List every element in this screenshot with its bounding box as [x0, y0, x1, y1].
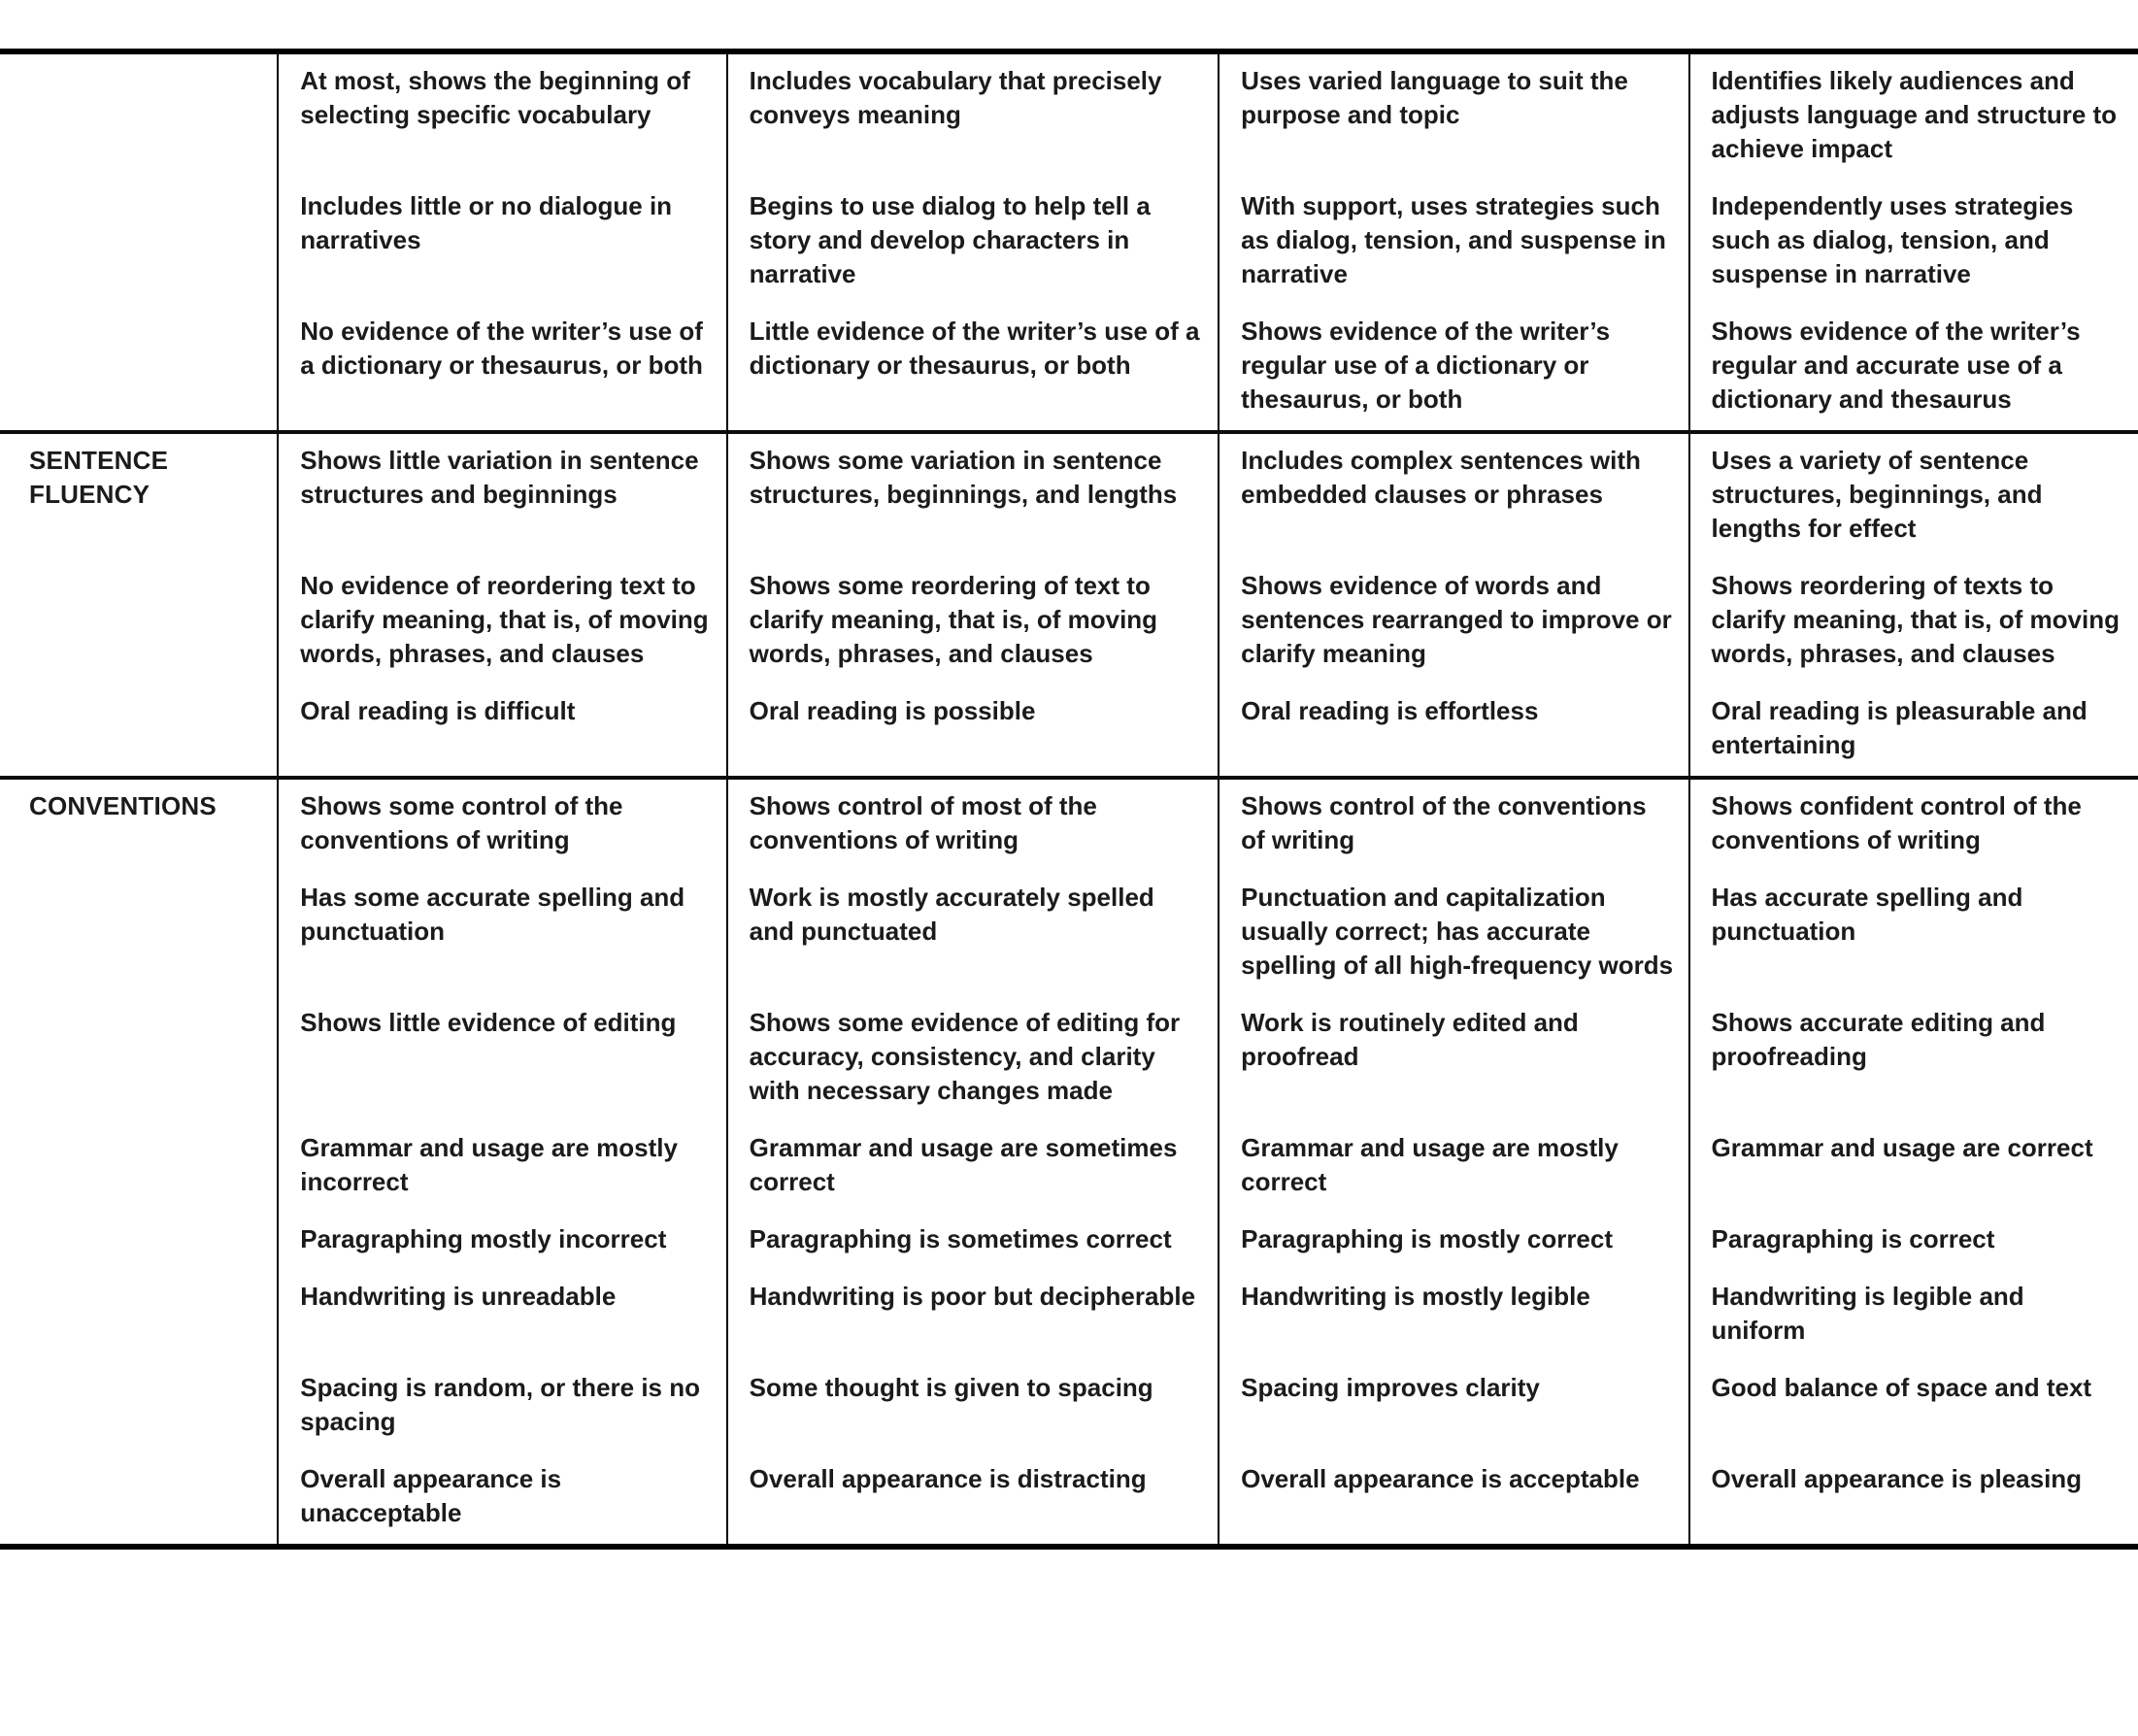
- rubric-cell: Shows little evidence of editing: [278, 996, 726, 1121]
- rubric-cell: Shows control of the conventions of writing: [1219, 778, 1688, 871]
- rubric-cell: Handwriting is legible and uniform: [1689, 1270, 2138, 1361]
- category-label: CONVENTIONS: [0, 778, 278, 1544]
- rubric-cell: Little evidence of the writer’s use of a dictionary or thesaurus, or both: [727, 305, 1219, 432]
- bottom-rule: [0, 1544, 2138, 1550]
- rubric-subrow: [0, 432, 2138, 559]
- rubric-cell: Handwriting is mostly legible: [1219, 1270, 1688, 1361]
- rubric-cell: Uses a variety of sentence structures, beginnings, and lengths for effect: [1689, 432, 2138, 559]
- rubric-cell: Shows some evidence of editing for accuracy, consistency, and clarity with necessary changes made: [727, 996, 1219, 1121]
- rubric-cell: Shows evidence of the writer’s regular and accurate use of a dictionary and thesaurus: [1689, 305, 2138, 432]
- rubric-subrow: [0, 1213, 2138, 1270]
- rubric-cell: Spacing is random, or there is no spacing: [278, 1361, 726, 1452]
- category-label: SENTENCE FLUENCY: [0, 432, 278, 778]
- rubric-subrow: [0, 180, 2138, 305]
- rubric-cell: Identifies likely audiences and adjusts language and structure to achieve impact: [1689, 54, 2138, 180]
- rubric-cell: Shows some control of the conventions of writing: [278, 778, 726, 871]
- rubric-subrow: [0, 1452, 2138, 1544]
- rubric-subrow: [0, 305, 2138, 432]
- rubric-cell: No evidence of the writer’s use of a dictionary or thesaurus, or both: [278, 305, 726, 432]
- rubric-cell: Paragraphing is sometimes correct: [727, 1213, 1219, 1270]
- rubric-subrow: [0, 1121, 2138, 1213]
- rubric-cell: Shows control of most of the conventions of writing: [727, 778, 1219, 871]
- rubric-cell: Shows evidence of the writer’s regular use of a dictionary or thesaurus, or both: [1219, 305, 1688, 432]
- rubric-subrow: [0, 54, 2138, 180]
- rubric-cell: Some thought is given to spacing: [727, 1361, 1219, 1452]
- rubric-cell: Shows reordering of texts to clarify meaning, that is, of moving words, phrases, and clauses: [1689, 559, 2138, 684]
- rubric-cell: Oral reading is effortless: [1219, 684, 1688, 778]
- rubric-cell: Overall appearance is acceptable: [1219, 1452, 1688, 1544]
- rubric-subrow: [0, 559, 2138, 684]
- rubric-cell: Shows accurate editing and proofreading: [1689, 996, 2138, 1121]
- rubric-cell: Work is mostly accurately spelled and punctuated: [727, 871, 1219, 996]
- rubric-cell: Handwriting is unreadable: [278, 1270, 726, 1361]
- rubric-cell: Shows evidence of words and sentences rearranged to improve or clarify meaning: [1219, 559, 1688, 684]
- rubric-cell: Includes little or no dialogue in narratives: [278, 180, 726, 305]
- rubric-cell: Overall appearance is unacceptable: [278, 1452, 726, 1544]
- rubric-cell: Grammar and usage are mostly correct: [1219, 1121, 1688, 1213]
- rubric-table-body: [0, 54, 2138, 1544]
- rubric-cell: Spacing improves clarity: [1219, 1361, 1688, 1452]
- rubric-cell: Begins to use dialog to help tell a story and develop characters in narrative: [727, 180, 1219, 305]
- rubric-cell: Good balance of space and text: [1689, 1361, 2138, 1452]
- rubric-subrow: [0, 778, 2138, 871]
- rubric-cell: Includes complex sentences with embedded clauses or phrases: [1219, 432, 1688, 559]
- rubric-cell: Paragraphing is correct: [1689, 1213, 2138, 1270]
- rubric-cell: Overall appearance is pleasing: [1689, 1452, 2138, 1544]
- rubric-subrow: [0, 1270, 2138, 1361]
- category-label: [0, 54, 278, 432]
- rubric-cell: Grammar and usage are sometimes correct: [727, 1121, 1219, 1213]
- rubric-cell: Has accurate spelling and punctuation: [1689, 871, 2138, 996]
- rubric-subrow: [0, 996, 2138, 1121]
- rubric-cell: Shows some variation in sentence structures, beginnings, and lengths: [727, 432, 1219, 559]
- rubric-cell: Has some accurate spelling and punctuation: [278, 871, 726, 996]
- rubric-cell: Punctuation and capitalization usually correct; has accurate spelling of all high-frequency words: [1219, 871, 1688, 996]
- rubric-cell: Shows little variation in sentence structures and beginnings: [278, 432, 726, 559]
- rubric-page: [0, 49, 2138, 1736]
- rubric-cell: Oral reading is pleasurable and entertaining: [1689, 684, 2138, 778]
- rubric-cell: Oral reading is difficult: [278, 684, 726, 778]
- rubric-cell: Paragraphing is mostly correct: [1219, 1213, 1688, 1270]
- rubric-table: [0, 54, 2138, 1544]
- rubric-cell: No evidence of reordering text to clarify meaning, that is, of moving words, phrases, and clauses: [278, 559, 726, 684]
- rubric-cell: Handwriting is poor but decipherable: [727, 1270, 1219, 1361]
- rubric-subrow: [0, 1361, 2138, 1452]
- rubric-cell: Grammar and usage are correct: [1689, 1121, 2138, 1213]
- rubric-cell: Uses varied language to suit the purpose and topic: [1219, 54, 1688, 180]
- rubric-cell: With support, uses strategies such as dialog, tension, and suspense in narrative: [1219, 180, 1688, 305]
- rubric-cell: Grammar and usage are mostly incorrect: [278, 1121, 726, 1213]
- rubric-cell: Shows confident control of the conventions of writing: [1689, 778, 2138, 871]
- rubric-subrow: [0, 684, 2138, 778]
- rubric-cell: At most, shows the beginning of selecting specific vocabulary: [278, 54, 726, 180]
- rubric-cell: Paragraphing mostly incorrect: [278, 1213, 726, 1270]
- rubric-cell: Independently uses strategies such as dialog, tension, and suspense in narrative: [1689, 180, 2138, 305]
- rubric-cell: Shows some reordering of text to clarify meaning, that is, of moving words, phrases, and clauses: [727, 559, 1219, 684]
- rubric-subrow: [0, 871, 2138, 996]
- rubric-cell: Includes vocabulary that precisely conveys meaning: [727, 54, 1219, 180]
- rubric-cell: Overall appearance is distracting: [727, 1452, 1219, 1544]
- rubric-cell: Oral reading is possible: [727, 684, 1219, 778]
- rubric-cell: Work is routinely edited and proofread: [1219, 996, 1688, 1121]
